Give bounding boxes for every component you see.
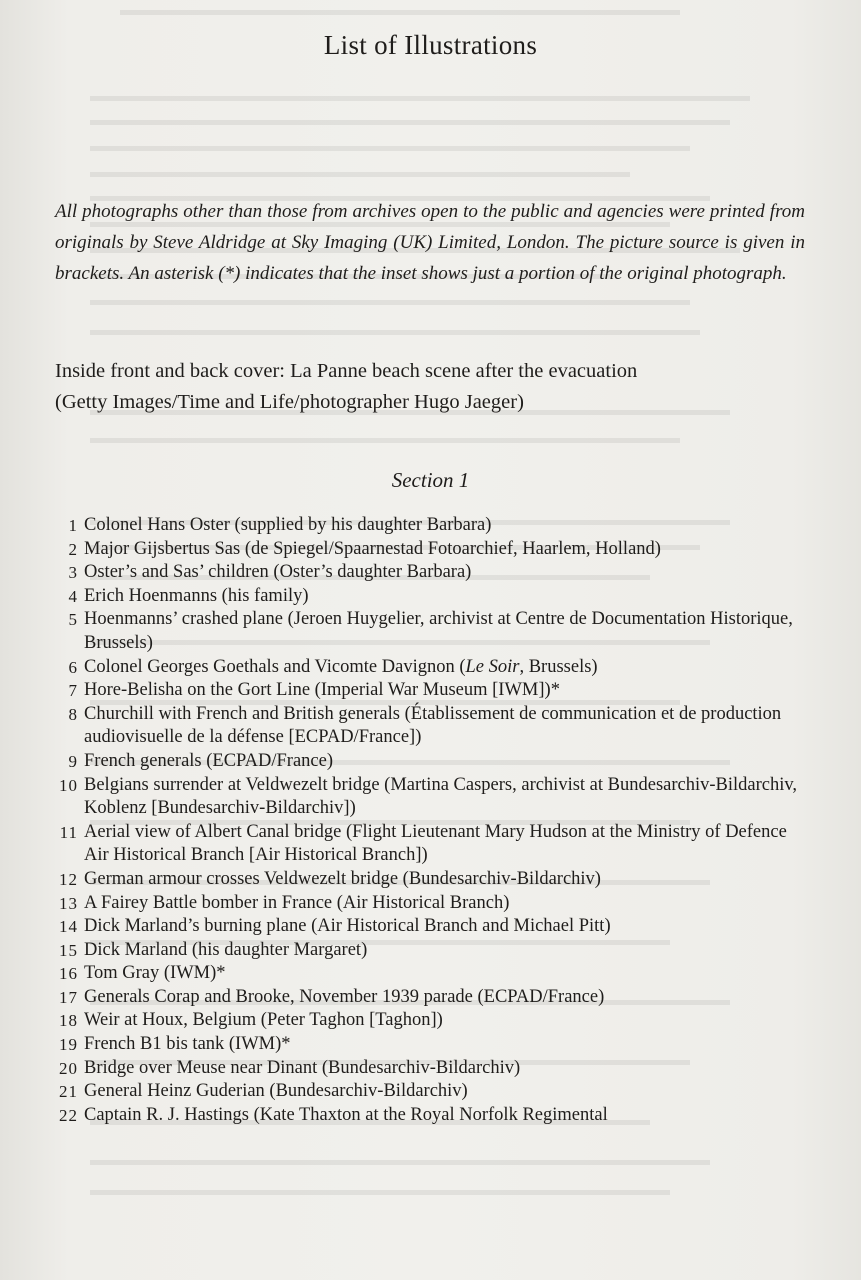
item-number: 7: [68, 681, 78, 701]
list-item: [42, 986, 812, 1010]
list-item: [42, 514, 812, 538]
item-caption: Hoenmanns’ crashed plane (Jeroen Huygelier, archivist at Centre de Documentation Historique, Brussels): [84, 609, 793, 653]
list-item: [42, 608, 812, 655]
list-item: [42, 868, 812, 892]
list-item: [42, 939, 812, 963]
illustration-list: [42, 514, 812, 1127]
item-caption: Dick Marland (his daughter Margaret): [84, 939, 368, 960]
item-caption: Belgians surrender at Veldwezelt bridge (Martina Caspers, archivist at Bundesarchiv-Bildarchiv, Koblenz [Bundesarchiv-Bildarchiv]): [84, 774, 798, 819]
item-number: 2: [68, 539, 78, 559]
list-item: [42, 915, 812, 939]
item-number: 14: [59, 917, 78, 937]
list-item: [42, 538, 812, 562]
item-caption: Captain R. J. Hastings (Kate Thaxton at the Royal Norfolk Regimental: [84, 1104, 608, 1125]
item-number: 18: [59, 1011, 78, 1031]
item-number: 17: [59, 987, 78, 1007]
cover-note: [55, 356, 815, 418]
item-number: 4: [68, 586, 78, 606]
list-item: [42, 821, 812, 868]
list-item: [42, 1009, 812, 1033]
newspaper-title: Le Soir: [465, 656, 520, 677]
list-item: [42, 962, 812, 986]
item-caption: Tom Gray (IWM)*: [84, 963, 226, 984]
item-number: 8: [68, 704, 78, 724]
item-caption: Major Gijsbertus Sas (de Spiegel/Spaarnestad Fotoarchief, Haarlem, Holland): [84, 538, 661, 559]
item-caption: Weir at Houx, Belgium (Peter Taghon [Taghon]): [84, 1010, 443, 1031]
item-number: 21: [59, 1082, 78, 1102]
list-item: [42, 561, 812, 585]
list-item: [42, 750, 812, 774]
item-caption: [84, 656, 812, 680]
section-heading: Section 1: [391, 468, 470, 492]
item-caption: Churchill with French and British generals (Établissement de communication et de production audiovisuelle de la défense [ECPAD/France]): [84, 703, 782, 748]
item-caption: A Fairey Battle bomber in France (Air Historical Branch): [84, 892, 510, 913]
item-number: 6: [68, 657, 78, 677]
item-number: 15: [59, 940, 78, 960]
list-item: [42, 703, 812, 750]
item-caption: Hore-Belisha on the Gort Line (Imperial War Museum [IWM])*: [84, 680, 560, 701]
list-item: [42, 1057, 812, 1081]
list-item: [42, 1104, 812, 1128]
item-caption: General Heinz Guderian (Bundesarchiv-Bildarchiv): [84, 1081, 468, 1102]
item-number: 19: [59, 1035, 78, 1055]
item-number: 9: [68, 751, 78, 771]
list-item: [42, 1080, 812, 1104]
item-number: 20: [59, 1058, 78, 1078]
item-caption: Bridge over Meuse near Dinant (Bundesarchiv-Bildarchiv): [84, 1057, 521, 1078]
item-number: 22: [59, 1105, 78, 1125]
caption-text: , Brussels): [519, 656, 598, 677]
item-number: 13: [59, 893, 78, 913]
item-caption: Oster’s and Sas’ children (Oster’s daughter Barbara): [84, 562, 472, 583]
item-caption: Colonel Hans Oster (supplied by his daughter Barbara): [84, 515, 492, 535]
list-item: [42, 1033, 812, 1057]
item-number: 3: [68, 563, 78, 583]
intro-paragraph: All photographs other than those from archives open to the public and agencies were printed from originals by Steve Aldridge at Sky Imaging (UK) Limited, London. The picture source is given in brackets. An asterisk (*) indicates that the inset shows just a portion of the original photograph.: [55, 201, 805, 284]
list-item: [42, 774, 812, 821]
cover-note-line: (Getty Images/Time and Life/photographer Hugo Jaeger): [55, 391, 524, 413]
item-number: 1: [68, 516, 78, 535]
item-caption: French B1 bis tank (IWM)*: [84, 1034, 291, 1055]
item-caption: Erich Hoenmanns (his family): [84, 585, 309, 606]
page-title: List of Illustrations: [323, 30, 538, 60]
item-number: 10: [59, 775, 78, 795]
cover-note-line: Inside front and back cover: La Panne beach scene after the evacuation: [55, 360, 638, 382]
list-item: [42, 656, 812, 680]
item-number: 11: [59, 822, 78, 842]
item-caption: Generals Corap and Brooke, November 1939 parade (ECPAD/France): [84, 986, 605, 1007]
list-item: [42, 585, 812, 609]
item-caption: German armour crosses Veldwezelt bridge (Bundesarchiv-Bildarchiv): [84, 868, 601, 889]
item-caption: French generals (ECPAD/France): [84, 750, 334, 771]
item-caption: Aerial view of Albert Canal bridge (Flight Lieutenant Mary Hudson at the Ministry of Defence Air Historical Branch [Air Historical Branch]): [84, 821, 787, 866]
list-item: [42, 679, 812, 703]
item-caption: Dick Marland’s burning plane (Air Historical Branch and Michael Pitt): [84, 916, 611, 937]
caption-text: Colonel Georges Goethals and Vicomte Davignon (: [84, 656, 466, 677]
item-number: 5: [68, 610, 78, 630]
item-number: 16: [59, 964, 78, 984]
list-item: [42, 892, 812, 916]
item-number: 12: [59, 869, 78, 889]
